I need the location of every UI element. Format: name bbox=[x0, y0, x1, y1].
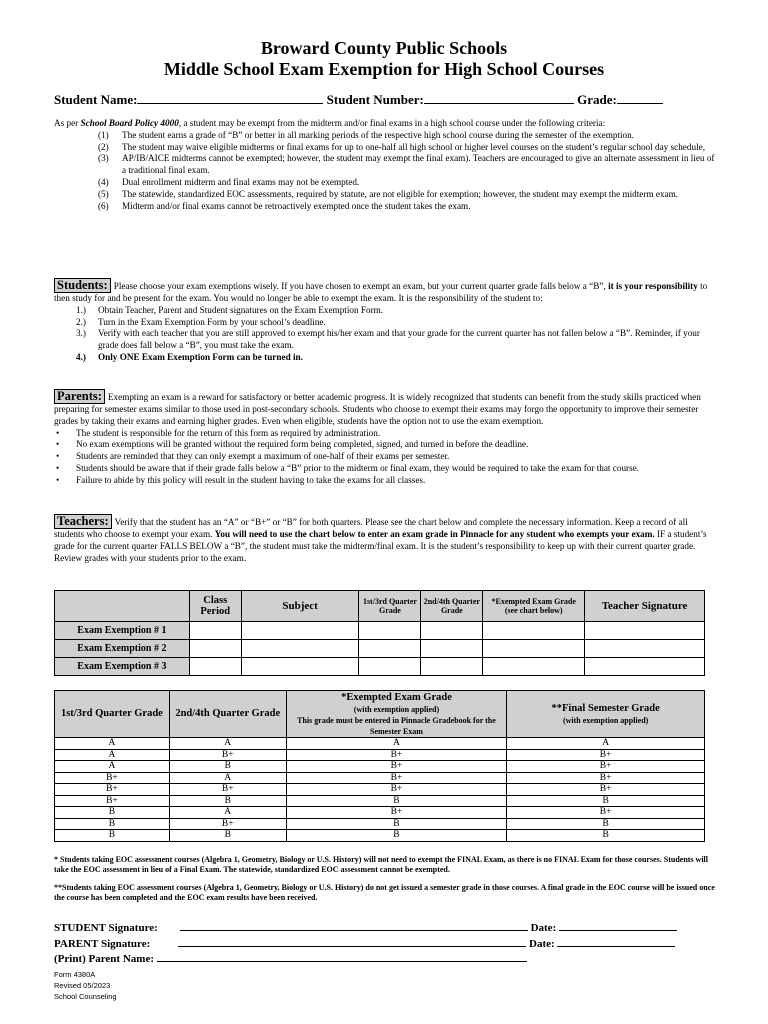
grade-field[interactable] bbox=[617, 91, 663, 104]
page-title bbox=[0, 38, 768, 80]
student-number-field[interactable] bbox=[424, 91, 574, 104]
grade-label: Grade: bbox=[577, 92, 617, 107]
parents-heading: Parents: bbox=[54, 389, 105, 404]
list-item: (5) The statewide, standardized EOC assessments, required by statute, are not eligible for exemption; however, the student may exempt the midterm exam. bbox=[98, 188, 679, 199]
student-date-field[interactable] bbox=[559, 920, 677, 931]
students-text: Students: Please choose your exam exemptions wisely. If you have chosen to exempt an exam, but your current quarter grade falls below a “B”, it is your responsibility to then study for and be present for the exam. You would no longer be able to exempt the exam. It is the responsibility of the student to: bbox=[54, 278, 708, 303]
students-section bbox=[54, 278, 716, 364]
student-info-fields bbox=[54, 91, 714, 108]
list-item: (6) Midterm and/or final exams cannot be retroactively exempted once the student takes the exam. bbox=[98, 200, 471, 211]
subject-header: Subject bbox=[241, 591, 359, 622]
row-label: Exam Exemption # 3 bbox=[55, 658, 190, 676]
teacher-signature-cell[interactable] bbox=[585, 622, 705, 640]
intro-text: As per School Board Policy 4000, a student may be exempt from the midterm and/or final exams in a high school course under the following criteria: bbox=[54, 118, 606, 128]
parents-bullets bbox=[54, 428, 716, 487]
parents-text: Parents: Exempting an exam is a reward for satisfactory or better academic progress. It is widely recognized that students can benefit from the study skills practiced when preparing for semester exams similar to those used in post-secondary schools. Students who choose to exempt their exams may forgo the opportunity to improve their semester grades by taking their exams and earning higher grades. Even when eligible, students have the option not to use the exam exemption. bbox=[54, 389, 701, 426]
signature-block bbox=[54, 920, 714, 967]
subject-cell[interactable] bbox=[241, 658, 359, 676]
footnote-1: * Students taking EOC assessment courses (Algebra 1, Geometry, Biology or U.S. History) will not need to exempt the FINAL Exam, as there is no FINAL Exam for those courses. Students will take the EOC assessment in lieu of a Final Exam. The statewide, standardized EOC assessment cannot be exempted. bbox=[54, 855, 708, 874]
student-signature-field[interactable] bbox=[180, 920, 528, 931]
table-row: A B B+ B+ bbox=[55, 761, 705, 773]
class-period-cell[interactable] bbox=[189, 640, 241, 658]
teacher-signature-cell[interactable] bbox=[585, 658, 705, 676]
department: School Counseling bbox=[54, 992, 117, 1001]
form-number: Form 4380A bbox=[54, 970, 96, 979]
parents-section bbox=[54, 389, 716, 487]
list-item: • Failure to abide by this policy will result in the student having to take the exams for all classes. bbox=[54, 475, 716, 487]
table-row: B+ B B B bbox=[55, 795, 705, 807]
list-item: (3) AP/IB/AICE midterms cannot be exempted; however, the student may exempt the final exam). Teachers are encouraged to give an alternate assessment in lieu of a traditional final exam. bbox=[98, 153, 715, 176]
exempted-grade-header: *Exempted Exam Grade (see chart below) bbox=[483, 591, 585, 622]
table-row: A B+ B+ B+ bbox=[55, 749, 705, 761]
student-signature-row: STUDENT Signature: Date: bbox=[54, 920, 714, 936]
class-period-cell[interactable] bbox=[189, 622, 241, 640]
exempted-grade-header: *Exempted Exam Grade (with exemption applied) This grade must be entered in Pinnacle Gradebook for the Semester Exam bbox=[286, 691, 507, 738]
exemption-table bbox=[54, 590, 705, 676]
q24-header: 2nd/4th Quarter Grade bbox=[421, 591, 483, 622]
q13-header: 1st/3rd Quarter Grade bbox=[359, 591, 421, 622]
row-label: Exam Exemption # 2 bbox=[55, 640, 190, 658]
title-line-1: Broward County Public Schools bbox=[260, 38, 508, 58]
list-item: • Students are reminded that they can only exempt a maximum of one-half of their exams per semester. bbox=[54, 451, 716, 463]
q13-cell[interactable] bbox=[359, 658, 421, 676]
table-row: B B B B bbox=[55, 830, 705, 842]
table-row: B B+ B B bbox=[55, 818, 705, 830]
table-row bbox=[55, 640, 705, 658]
list-item: 1.) Obtain Teacher, Parent and Student signatures on the Exam Exemption Form. bbox=[76, 304, 384, 315]
row-label: Exam Exemption # 1 bbox=[55, 622, 190, 640]
intro-section bbox=[54, 118, 716, 212]
student-number-label: Student Number: bbox=[326, 92, 424, 107]
list-item: (1) The student earns a grade of “B” or better in all marking periods of the respective high school course during the semester of the exemption. bbox=[98, 129, 635, 140]
form-footer bbox=[54, 969, 117, 1002]
q13-header: 1st/3rd Quarter Grade bbox=[55, 691, 170, 738]
list-item: (2) The student may waive eligible midterms or final exams for up to one-half all high school or higher level courses on the student’s regular school day schedule, bbox=[98, 141, 705, 152]
class-period-cell[interactable] bbox=[189, 658, 241, 676]
subject-cell[interactable] bbox=[241, 622, 359, 640]
list-item: • The student is responsible for the return of this form as required by administration. bbox=[54, 428, 716, 440]
teachers-text: Teachers: Verify that the student has an “A” or “B+” or “B” for both quarters. Please see the chart below and complete the necessary information. Keep a record of all students who choose to exempt your exam. You will need to use the chart below to enter an exam grade in Pinnacle for any student who exempts your exam. IF a student’s grade for the current quarter FALLS BELOW a “B”, the student must take the midterm/final exam. It is the student’s responsibility to keep up with their current quarter grade. Review grades with your students prior to the exam. bbox=[54, 514, 707, 563]
q24-cell[interactable] bbox=[421, 640, 483, 658]
list-item: 4.) Only ONE Exam Exemption Form can be turned in. bbox=[76, 351, 303, 362]
teacher-signature-header: Teacher Signature bbox=[585, 591, 705, 622]
parent-name-row: (Print) Parent Name: bbox=[54, 951, 714, 967]
parent-signature-row: PARENT Signature: Date: bbox=[54, 936, 714, 952]
class-period-header: Class Period bbox=[189, 591, 241, 622]
parent-name-field[interactable] bbox=[157, 951, 527, 962]
q24-cell[interactable] bbox=[421, 622, 483, 640]
criteria-list bbox=[54, 130, 716, 213]
blank-header bbox=[55, 591, 190, 622]
table-row: B+ A B+ B+ bbox=[55, 772, 705, 784]
list-item: 3.) Verify with each teacher that you are still approved to exempt his/her exam and that your grade for the current quarter has not fallen below a “B”. Reminder, if your grade does fall below a “B”, you must take the exam. bbox=[76, 328, 700, 351]
exempted-grade-cell[interactable] bbox=[483, 622, 585, 640]
parent-signature-field[interactable] bbox=[178, 936, 526, 947]
q13-cell[interactable] bbox=[359, 622, 421, 640]
table-row bbox=[55, 658, 705, 676]
title-line-2: Middle School Exam Exemption for High School Courses bbox=[163, 59, 605, 79]
footnote-2: **Students taking EOC assessment courses (Algebra 1, Geometry, Biology or U.S. History) do not get issued a semester grade in those courses. A final grade in the EOC course will be issued once the course has been completed and the EOC exam results have been received. bbox=[54, 883, 715, 902]
teacher-signature-cell[interactable] bbox=[585, 640, 705, 658]
footnotes bbox=[54, 855, 716, 903]
students-heading: Students: bbox=[54, 278, 111, 293]
students-steps bbox=[54, 305, 716, 364]
final-grade-header: **Final Semester Grade (with exemption applied) bbox=[507, 691, 705, 738]
table-row: B+ B+ B+ B+ bbox=[55, 784, 705, 796]
grade-chart bbox=[54, 690, 705, 842]
table-row bbox=[55, 622, 705, 640]
list-item: 2.) Turn in the Exam Exemption Form by your school’s deadline. bbox=[76, 316, 326, 327]
list-item: (4) Dual enrollment midterm and final exams may not be exempted. bbox=[98, 176, 360, 187]
q24-header: 2nd/4th Quarter Grade bbox=[169, 691, 286, 738]
student-name-label: Student Name: bbox=[54, 92, 138, 107]
exempted-grade-cell[interactable] bbox=[483, 658, 585, 676]
teachers-heading: Teachers: bbox=[54, 514, 112, 529]
subject-cell[interactable] bbox=[241, 640, 359, 658]
table-row: A A A A bbox=[55, 738, 705, 750]
table-row: B A B+ B+ bbox=[55, 807, 705, 819]
table-header-row bbox=[55, 591, 705, 622]
q13-cell[interactable] bbox=[359, 640, 421, 658]
list-item: • Students should be aware that if their grade falls below a “B” prior to the midterm or final exam, they would be required to take the exam for that course. bbox=[54, 463, 716, 475]
table-header-row bbox=[55, 691, 705, 738]
q24-cell[interactable] bbox=[421, 658, 483, 676]
policy-name: School Board Policy 4000 bbox=[80, 118, 179, 128]
exempted-grade-cell[interactable] bbox=[483, 640, 585, 658]
list-item: • No exam exemptions will be granted without the required form being completed, signed, and turned in before the deadline. bbox=[54, 439, 716, 451]
teachers-section bbox=[54, 514, 716, 564]
parent-date-field[interactable] bbox=[557, 936, 675, 947]
student-name-field[interactable] bbox=[137, 91, 323, 104]
revision-date: Revised 05/2023 bbox=[54, 981, 111, 990]
